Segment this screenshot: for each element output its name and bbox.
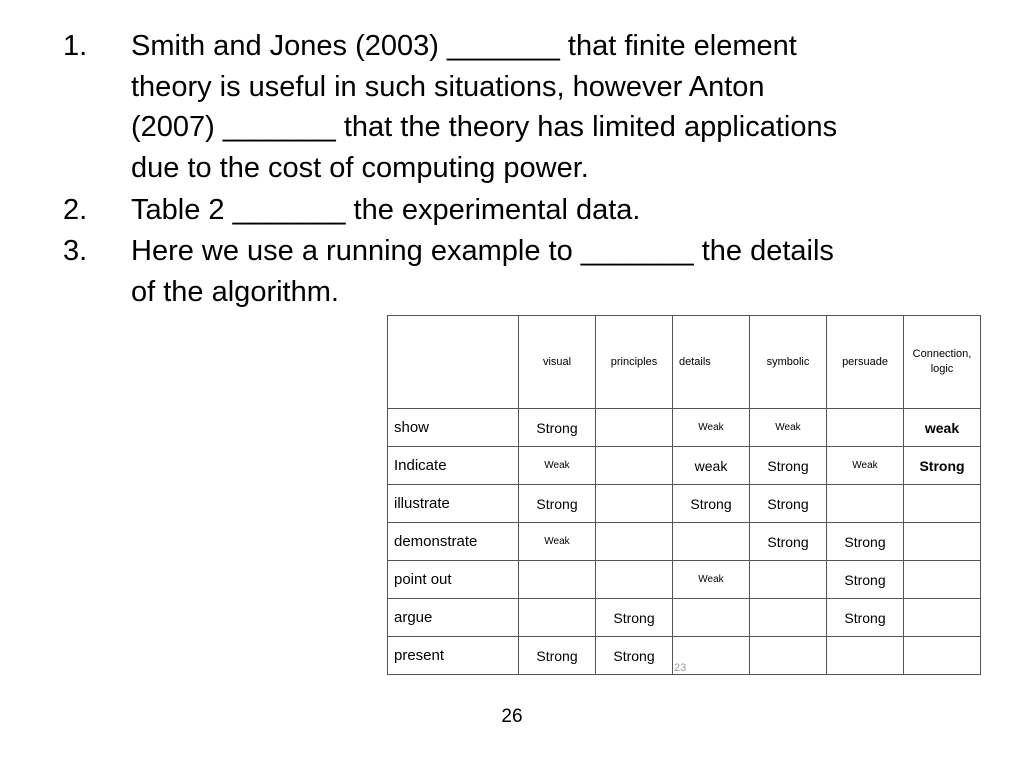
table-cell (596, 561, 673, 599)
table-cell: Strong (827, 523, 904, 561)
table-cell (673, 599, 750, 637)
table-cell: Weak (519, 523, 596, 561)
table-cell: Strong (750, 523, 827, 561)
table-cell: Weak (827, 447, 904, 485)
table-cell (904, 523, 981, 561)
table-row (388, 523, 981, 561)
text-line: due to the cost of computing power. (131, 151, 589, 184)
table-cell (596, 409, 673, 447)
table-cell: Strong (750, 485, 827, 523)
table-row (388, 447, 981, 485)
table-cell (519, 599, 596, 637)
row-label: argue (388, 599, 519, 637)
text-line: Here we use a running example to _______ the details (131, 235, 834, 267)
row-label: show (388, 409, 519, 447)
table-cell (519, 561, 596, 599)
text-line: Smith and Jones (2003) _______ that finite element (131, 30, 797, 62)
table-cell (673, 523, 750, 561)
column-header: details (673, 316, 750, 409)
table-cell (596, 447, 673, 485)
row-label: point out (388, 561, 519, 599)
table-cell: weak (904, 409, 981, 447)
table-cell: Weak (750, 409, 827, 447)
table-header-row (388, 316, 981, 409)
table-cell: Strong (673, 485, 750, 523)
column-header: Connection, logic (904, 316, 981, 409)
table-cell (750, 599, 827, 637)
item-text (131, 190, 961, 231)
item-text (131, 26, 961, 188)
row-label: Indicate (388, 447, 519, 485)
table-cell: Strong (519, 485, 596, 523)
table-cell: Strong (519, 409, 596, 447)
table-cell: Weak (673, 561, 750, 599)
table-cell (596, 485, 673, 523)
item-text (131, 231, 961, 312)
table-cell (904, 485, 981, 523)
table-row (388, 599, 981, 637)
row-label: present (388, 637, 519, 675)
text-line: (2007) _______ that the theory has limited applications (131, 111, 838, 143)
item-number: 3. (63, 235, 88, 267)
table-corner-cell (388, 316, 519, 409)
table-row (388, 561, 981, 599)
table-row (388, 485, 981, 523)
table-cell: Strong (596, 599, 673, 637)
text-line: theory is useful in such situations, however Anton (131, 70, 765, 103)
table-cell: weak (673, 447, 750, 485)
item-number: 1. (63, 30, 88, 62)
table-cell (827, 637, 904, 675)
verb-strength-table (387, 315, 981, 675)
table-cell: Strong (827, 561, 904, 599)
item-number: 2. (63, 194, 88, 226)
table-cell (750, 637, 827, 675)
table-cell: Strong (596, 637, 673, 675)
table-cell: 23 (673, 637, 750, 675)
page-number: 26 (501, 706, 523, 727)
column-header: persuade (827, 316, 904, 409)
table-cell (904, 637, 981, 675)
table-cell (904, 561, 981, 599)
table-cell: Strong (904, 447, 981, 485)
table-cell: Strong (519, 637, 596, 675)
table-cell (827, 409, 904, 447)
table-row (388, 409, 981, 447)
table-cell: Weak (673, 409, 750, 447)
table-cell: Weak (519, 447, 596, 485)
table-row (388, 637, 981, 675)
table-cell (827, 485, 904, 523)
column-header: principles (596, 316, 673, 409)
text-line: Table 2 _______ the experimental data. (131, 194, 641, 226)
table-cell (904, 599, 981, 637)
text-line: of the algorithm. (131, 275, 339, 308)
row-label: illustrate (388, 485, 519, 523)
table-cell (750, 561, 827, 599)
column-header: symbolic (750, 316, 827, 409)
table-cell: Strong (827, 599, 904, 637)
table-cell (596, 523, 673, 561)
column-header: visual (519, 316, 596, 409)
row-label: demonstrate (388, 523, 519, 561)
table-cell: Strong (750, 447, 827, 485)
